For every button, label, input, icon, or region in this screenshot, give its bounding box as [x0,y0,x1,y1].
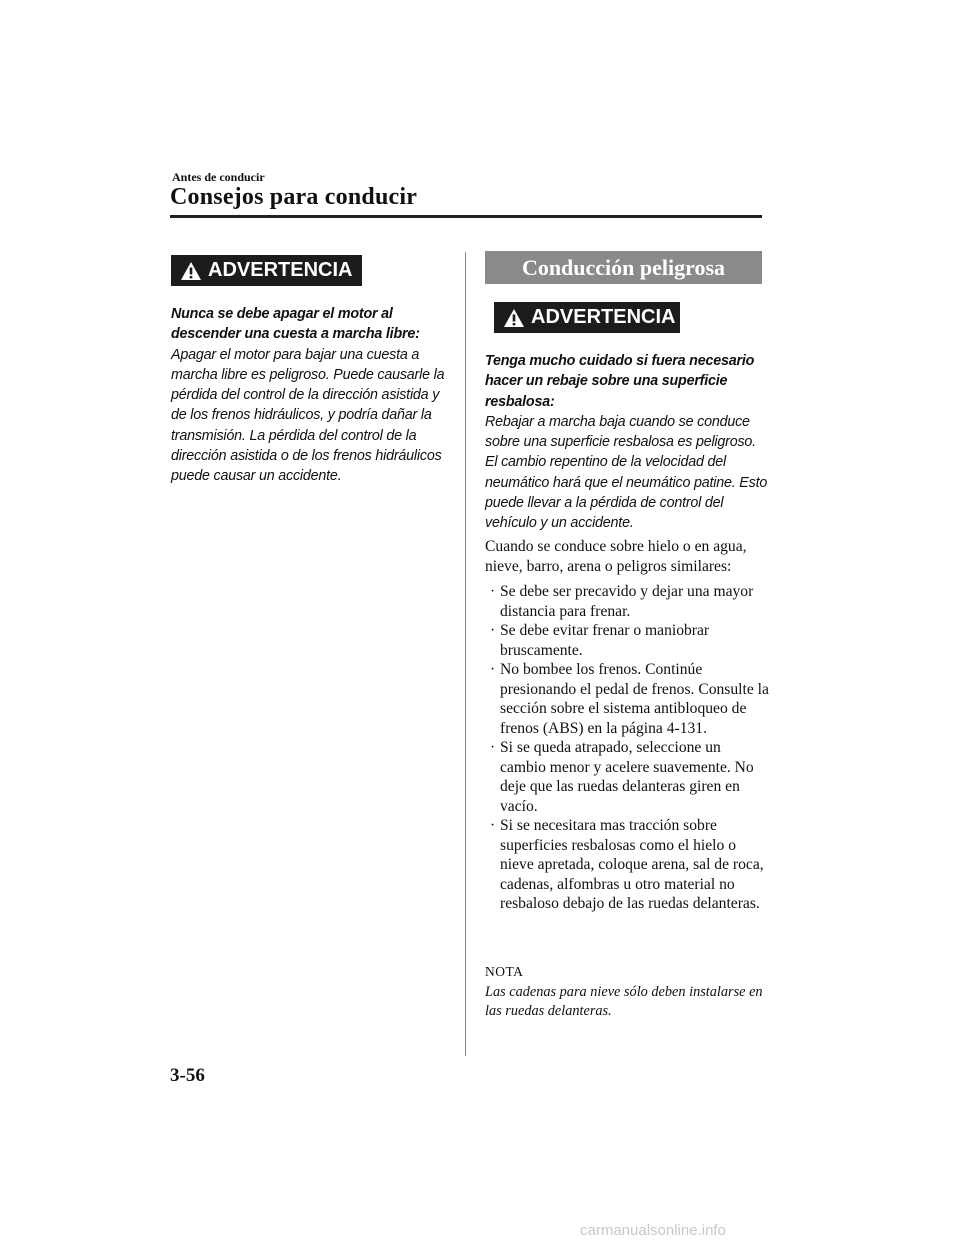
note-text: Las cadenas para nieve sólo deben instalarse en las ruedas delanteras. [485,984,763,1019]
bullet-dot: · [490,739,496,756]
list-item [485,582,770,621]
warning-lead: Tenga mucho cuidado si fuera necesario hacer un rebaje sobre una superficie resbalosa: [485,353,755,410]
bullet-dot: · [490,817,496,834]
list-item [485,660,770,738]
warning-triangle-icon [180,261,202,281]
warning-label: ADVERTENCIA [208,259,353,281]
list-item-text: Se debe evitar frenar o maniobrar bruscamente. [500,622,710,659]
intro-paragraph: Cuando se conduce sobre hielo o en agua, nieve, barro, arena o peligros similares: [485,538,747,575]
list-item-text: Si se queda atrapado, seleccione un cambio menor y acelere suavemente. No deje que las ruedas delanteras giren en vacío. [500,739,754,815]
warning-badge [171,255,362,286]
page-number: 3-56 [170,1065,205,1086]
section-label: Antes de conducir [172,170,265,184]
warning-label: ADVERTENCIA [531,306,676,328]
list-item-text: No bombee los frenos. Continúe presionando el pedal de frenos. Consulte la sección sobre el sistema antibloqueo de frenos (ABS) en la página 4-131. [500,661,769,737]
section-banner-title: Conducción peligrosa [521,254,726,280]
bullet-dot: · [490,583,496,600]
list-item-text: Se debe ser precavido y dejar una mayor distancia para frenar. [500,583,754,620]
section-banner [485,251,762,284]
warning-badge [494,302,680,333]
warning-body: Apagar el motor para bajar una cuesta a marcha libre es peligroso. Puede causarle la pérdida del control de la dirección asistida y de los frenos hidráulicos, y podría dañar la transmisión. La pérdida del control de la dirección asistida o de los frenos hidráulicos puede causar un accidente. [171,346,445,485]
bullet-dot: · [490,661,496,678]
list-item-text: Si se necesitara mas tracción sobre superficies resbalosas como el hielo o nieve apretada, coloque arena, sal de roca, cadenas, alfombras u otro material no resbaloso debajo de las ruedas delanteras. [500,817,764,912]
warning-lead: Nunca se debe apagar el motor al descender una cuesta a marcha libre: [171,306,420,343]
page-title: Consejos para conducir [170,184,418,210]
list-item [485,816,770,914]
bullet-list [485,582,770,914]
warning-body: Rebajar a marcha baja cuando se conduce sobre una superficie resbalosa es peligroso. El cambio repentino de la velocidad del neumático hará que el neumático patine. Esto puede llevar a la pérdida de control del vehículo y un accidente. [485,413,768,532]
list-item [485,621,770,660]
column-divider [465,252,466,1056]
list-item [485,738,770,816]
note-heading: NOTA [485,964,524,979]
warning-triangle-icon [503,308,525,328]
title-rule [170,215,762,218]
bullet-dot: · [490,622,496,639]
watermark: carmanualsonline.info [580,1222,726,1239]
warning-text [485,351,770,534]
warning-text [171,304,451,487]
